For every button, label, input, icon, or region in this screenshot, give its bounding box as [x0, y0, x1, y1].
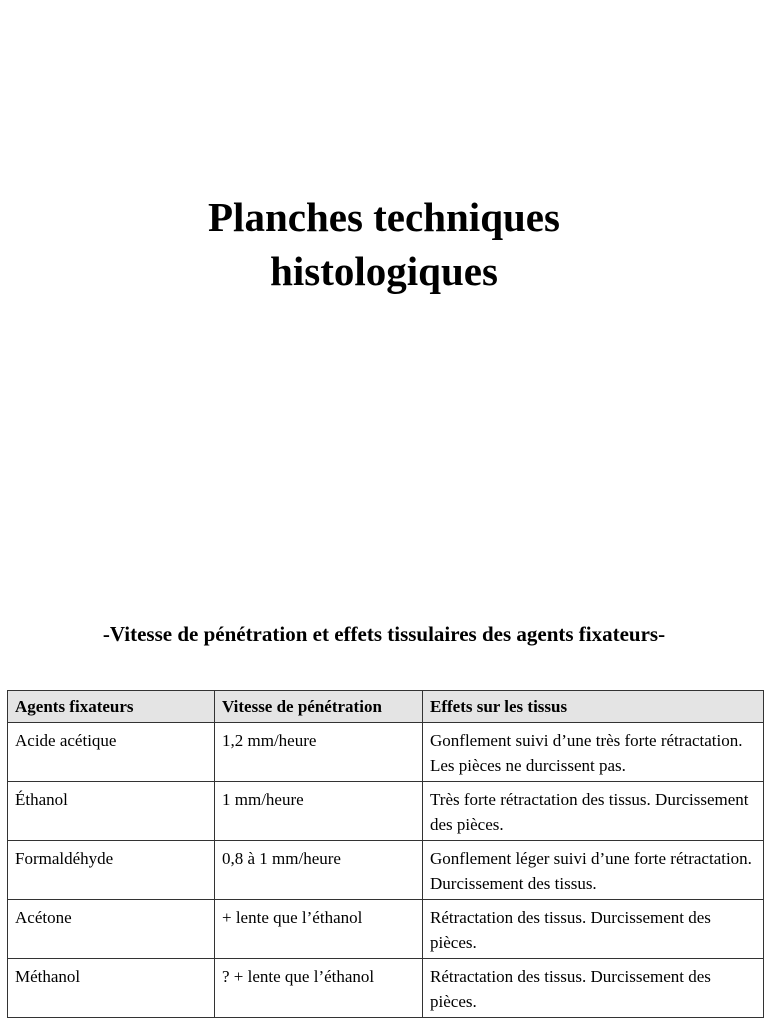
cell-effects: Rétractation des tissus. Durcissement des pièces. [423, 959, 764, 1018]
table-row [8, 841, 764, 900]
table-row [8, 900, 764, 959]
table-row [8, 959, 764, 1018]
cell-speed: + lente que l’éthanol [215, 900, 423, 959]
column-header-speed: Vitesse de pénétration [215, 691, 423, 723]
cell-agent: Méthanol [8, 959, 215, 1018]
cell-speed: ? + lente que l’éthanol [215, 959, 423, 1018]
page-title-line-2: histologiques [270, 248, 498, 294]
table-row [8, 782, 764, 841]
cell-agent: Acide acétique [8, 723, 215, 782]
fixatives-table [7, 690, 764, 1018]
column-header-effects: Effets sur les tissus [423, 691, 764, 723]
column-header-agent: Agents fixateurs [8, 691, 215, 723]
page-title-line-1: Planches techniques [208, 194, 560, 240]
cell-speed: 0,8 à 1 mm/heure [215, 841, 423, 900]
table-row [8, 723, 764, 782]
cell-speed: 1,2 mm/heure [215, 723, 423, 782]
cell-agent: Formaldéhyde [8, 841, 215, 900]
cell-speed: 1 mm/heure [215, 782, 423, 841]
table-caption: -Vitesse de pénétration et effets tissulaires des agents fixateurs- [102, 622, 666, 646]
page-title [0, 190, 768, 298]
cell-effects: Rétractation des tissus. Durcissement des pièces. [423, 900, 764, 959]
cell-effects: Gonflement suivi d’une très forte rétractation. Les pièces ne durcissent pas. [423, 723, 764, 782]
cell-agent: Acétone [8, 900, 215, 959]
cell-agent: Éthanol [8, 782, 215, 841]
cell-effects: Très forte rétractation des tissus. Durcissement des pièces. [423, 782, 764, 841]
table-header-row [8, 691, 764, 723]
cell-effects: Gonflement léger suivi d’une forte rétractation. Durcissement des tissus. [423, 841, 764, 900]
